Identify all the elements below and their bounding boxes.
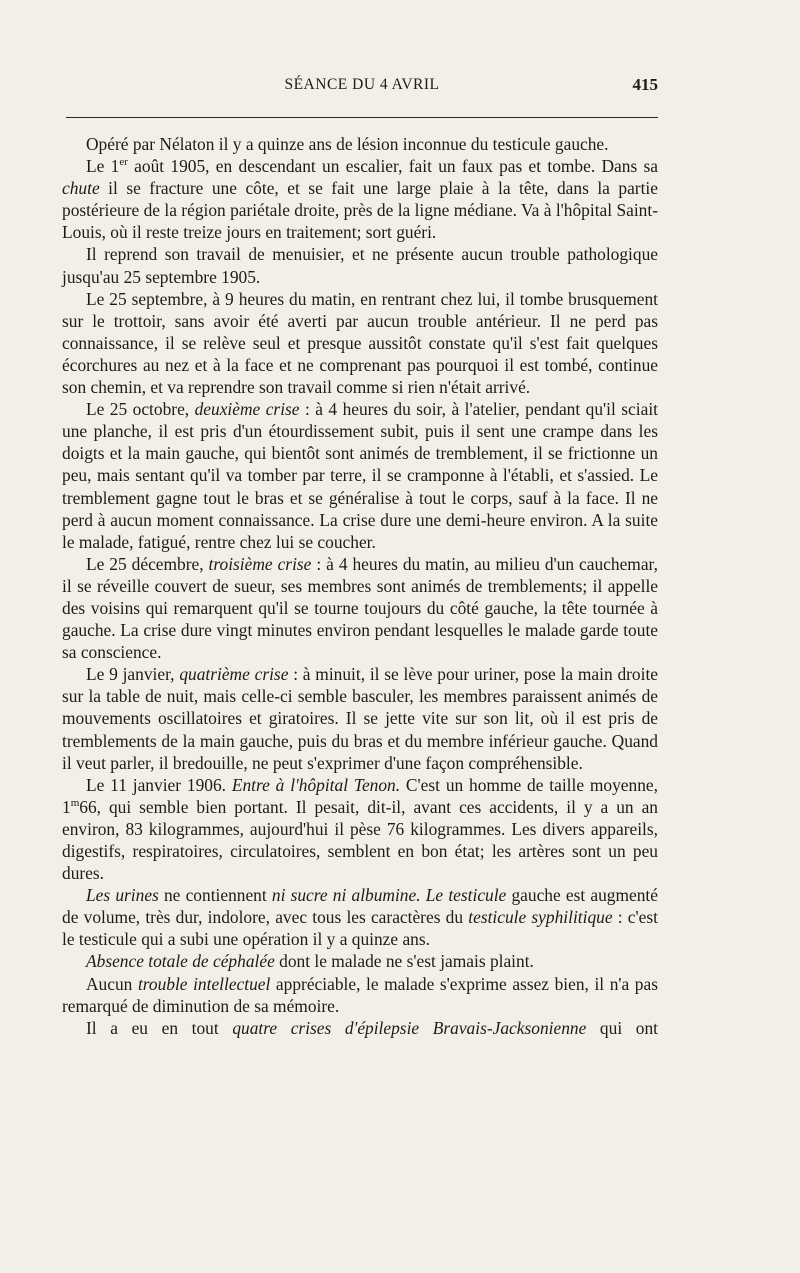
italic-phrase: quatrième crise (179, 664, 289, 685)
italic-phrase: Absence totale de céphalée (86, 951, 275, 972)
paragraph (62, 133, 658, 155)
page-number: 415 (632, 75, 658, 94)
text-run: Il a eu en tout (86, 1017, 233, 1038)
paragraph (62, 973, 658, 1017)
text-run: C'est un homme de taille moyenne, 1 (62, 774, 658, 817)
italic-phrase: quatre crises d'épilepsie Bravais-Jacksonienne (232, 1017, 587, 1038)
paragraph (62, 553, 658, 663)
text-run: Aucun (86, 973, 138, 994)
paragraph (62, 288, 658, 398)
text-run: gauche est augmenté de volume, très dur, indolore, avec tous les caractères du (62, 885, 658, 928)
paragraph (62, 1017, 658, 1039)
superscript: er (119, 156, 128, 169)
text-run: Le 1 (86, 156, 120, 177)
italic-phrase: troisième crise (208, 553, 312, 574)
italic-phrase: chute (62, 178, 100, 199)
running-header (66, 76, 658, 100)
text-run: Le 11 janvier 1906. (86, 774, 232, 795)
text-run: ne contiennent (158, 885, 272, 906)
italic-phrase: Les urines (86, 885, 159, 906)
text-run: : à 4 heures du soir, à l'atelier, pendant qu'il sciait une planche, il est pris d'un étourdissement subit, puis il sent une crampe dans les doigts et la main gauche, qui bientôt sont animés de tremblement, il se frictionne un peu, mais sentant qu'il va tomber par terre, il se cramponne à l'établi, et s'assied. Le tremblement gagne tout le bras et se généralise à tout le corps, sauf à la face. Il ne perd à aucun moment connaissance. La crise dure une demi-heure environ. A la suite le malade, fatigué, rentre chez lui se coucher. (62, 399, 658, 552)
italic-phrase: trouble intellectuel (137, 973, 271, 994)
paragraph (62, 155, 658, 243)
section-title: SÉANCE DU 4 AVRIL (284, 76, 440, 93)
header-rule (66, 117, 658, 118)
paragraph (62, 950, 658, 972)
italic-phrase: Le testicule (425, 885, 507, 906)
italic-phrase: ni sucre ni albumine. (271, 885, 421, 906)
text-run: qui ont (586, 1017, 658, 1038)
paragraph (62, 884, 658, 950)
text-run: dont le malade ne s'est jamais plaint. (274, 951, 534, 972)
paragraph-text: Opéré par Nélaton il y a quinze ans de lésion inconnue du testicule gauche. (86, 134, 609, 154)
text-run: août 1905, en descendant un escalier, fait un faux pas et tombe. Dans sa (127, 156, 658, 177)
text-run: Le 9 janvier, (86, 664, 180, 685)
paragraph (62, 243, 658, 287)
text-run: : à minuit, il se lève pour uriner, pose la main droite sur la table de nuit, mais celle-ci semble basculer, les membres paraissent animés de mouvements oscillatoires et giratoires. Il se jette vite sur son lit, où il est pris de tremblements de la main gauche, puis du bras et du membre inférieur gauche. Quand il veut parler, il bredouille, ne peut s'exprimer d'une façon compréhensible. (62, 664, 659, 773)
text-run: : c'est le testicule qui a subi une opération il y a quinze ans. (62, 907, 658, 950)
paragraph (62, 663, 658, 773)
text-run: : à 4 heures du matin, au milieu d'un cauchemar, il se réveille couvert de sueur, ses membres sont animés de tremblements; il appelle des voisins qui remarquent qu'il se tourne toujours du côté gauche, la tête tournée à gauche. La crise dure vingt minutes environ pendant lesquelles le malade garde toute sa conscience. (62, 553, 658, 663)
paragraph (62, 774, 658, 884)
text-run: Le 25 octobre, (86, 399, 195, 420)
paragraph (62, 398, 658, 553)
italic-phrase: deuxième crise (194, 399, 300, 420)
paragraph-text: Le 25 septembre, à 9 heures du matin, en rentrant chez lui, il tombe brusquement sur le trottoir, sans avoir été averti par aucun trouble antérieur. Il ne perd pas connaissance, il se relève seul et presque aussitôt constate qu'il s'est fait quelques écorchures au nez et à la face et ne comprenant pas pourquoi il est tombé, continue son chemin, et va reprendre son travail comme si rien n'était arrivé. (62, 288, 658, 398)
italic-phrase: testicule syphilitique (468, 907, 613, 928)
text-run: appréciable, le malade s'exprime assez bien, il n'a pas remarqué de diminution de sa mémoire. (62, 973, 658, 1016)
text-run: 66, qui semble bien portant. Il pesait, dit-il, avant ces accidents, il y a un an environ, 83 kilogrammes, aujourd'hui il pèse 76 kilogrammes. Les divers appareils, digestifs, respiratoires, circulatoires, semblent en bon état; les artères sont un peu dures. (62, 796, 658, 884)
body-text (62, 133, 658, 1039)
italic-phrase: Entre à l'hôpital Tenon. (231, 774, 401, 795)
superscript: m (70, 797, 80, 810)
paragraph-text: Il reprend son travail de menuisier, et ne présente aucun trouble pathologique jusqu'au 25 septembre 1905. (62, 244, 658, 287)
text-run: Le 25 décembre, (86, 553, 209, 574)
text-run: il se fracture une côte, et se fait une large plaie à la tête, dans la partie postérieure de la région pariétale droite, près de la ligne médiane. Va à l'hôpital Saint-Louis, où il reste treize jours en traitement; sort guéri. (62, 178, 658, 243)
